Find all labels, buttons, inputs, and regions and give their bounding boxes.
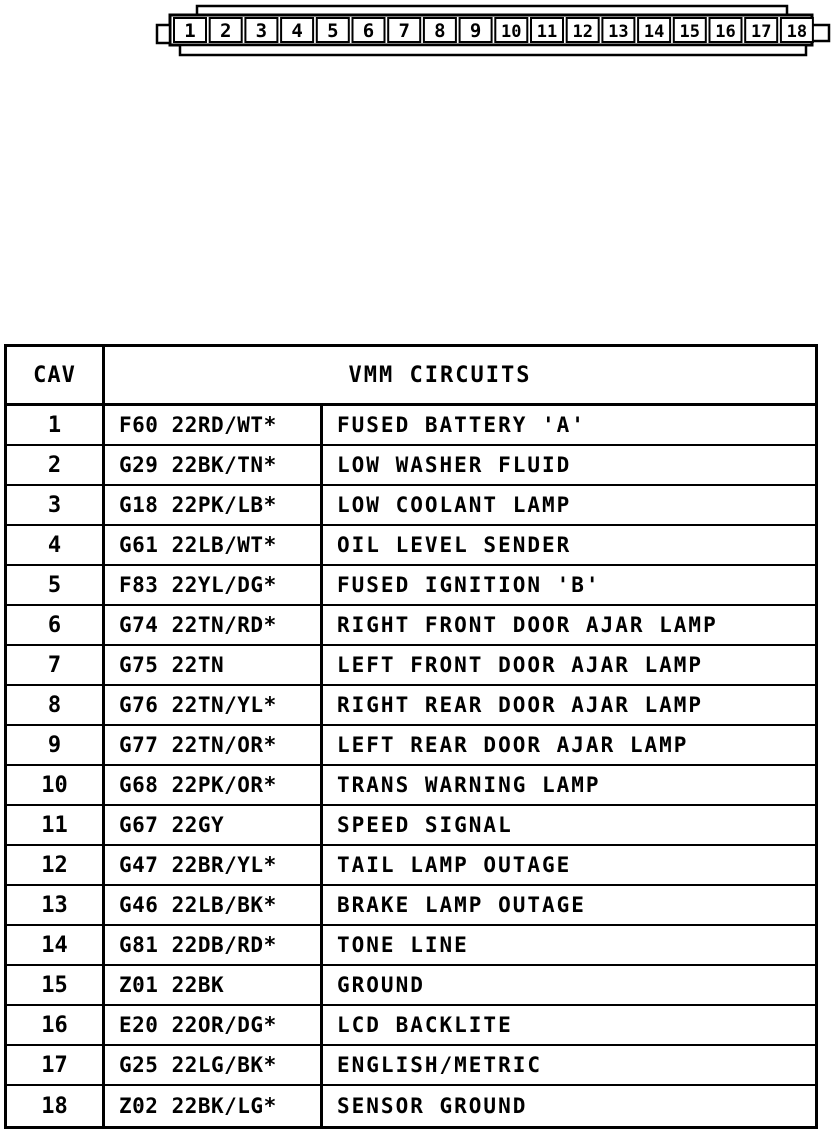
circuit-code: G18 22PK/LB*: [105, 486, 323, 524]
connector-pin-number: 16: [715, 22, 736, 42]
connector-right-latch: [812, 25, 829, 41]
circuit-code: Z01 22BK: [105, 966, 323, 1004]
cavity-number: 3: [7, 486, 105, 524]
connector-pin-number: 7: [398, 20, 410, 42]
cavity-number: 6: [7, 606, 105, 644]
table-row: [7, 566, 815, 606]
connector-pin-number: 1: [184, 20, 196, 42]
connector-pin-number: 8: [434, 20, 446, 42]
circuit-function: LEFT FRONT DOOR AJAR LAMP: [337, 653, 704, 677]
cavity-number: 17: [7, 1046, 105, 1084]
cavity-number: 4: [7, 526, 105, 564]
header-cav: CAV: [7, 347, 105, 403]
circuit-function: SPEED SIGNAL: [337, 813, 513, 837]
table-row: [7, 686, 815, 726]
circuit-code: G77 22TN/OR*: [105, 726, 323, 764]
connector-pin-number: 10: [501, 22, 522, 42]
circuit-code: G25 22LG/BK*: [105, 1046, 323, 1084]
circuit-function: GROUND: [337, 973, 425, 997]
cavity-number: 7: [7, 646, 105, 684]
cavity-number: 14: [7, 926, 105, 964]
table-row: [7, 886, 815, 926]
table-row: [7, 806, 815, 846]
table-row: [7, 1086, 815, 1126]
circuit-code: G74 22TN/RD*: [105, 606, 323, 644]
connector-pin-number: 13: [608, 22, 629, 42]
table-row: [7, 526, 815, 566]
table-row: [7, 446, 815, 486]
circuit-code: G76 22TN/YL*: [105, 686, 323, 724]
cavity-number: 18: [7, 1086, 105, 1126]
circuit-function: TAIL LAMP OUTAGE: [337, 853, 572, 877]
table-row: [7, 406, 815, 446]
connector-pin-number: 4: [291, 20, 303, 42]
circuit-code: G47 22BR/YL*: [105, 846, 323, 884]
circuit-code: F60 22RD/WT*: [105, 406, 323, 444]
table-row: [7, 606, 815, 646]
circuit-function: BRAKE LAMP OUTAGE: [337, 893, 586, 917]
circuit-code: G67 22GY: [105, 806, 323, 844]
cavity-number: 16: [7, 1006, 105, 1044]
connector-pin-number: 17: [750, 22, 772, 42]
table-row: [7, 766, 815, 806]
circuit-function: SENSOR GROUND: [337, 1094, 528, 1118]
circuit-code: F83 22YL/DG*: [105, 566, 323, 604]
connector-pin-number: 9: [469, 20, 482, 42]
pinout-table: [4, 344, 818, 1129]
table-row: [7, 726, 815, 766]
cavity-number: 1: [7, 406, 105, 444]
header-vmm-circuits: VMM CIRCUITS: [348, 362, 532, 388]
connector-left-latch: [157, 25, 170, 43]
cavity-number: 8: [7, 686, 105, 724]
connector-pin-number: 2: [219, 20, 232, 42]
circuit-function: FUSED IGNITION 'B': [337, 573, 601, 597]
cavity-number: 15: [7, 966, 105, 1004]
circuit-function: LCD BACKLITE: [337, 1013, 513, 1037]
cavity-number: 11: [7, 806, 105, 844]
connector-pin-number: 18: [786, 22, 808, 42]
circuit-code: G68 22PK/OR*: [105, 766, 323, 804]
circuit-function: RIGHT REAR DOOR AJAR LAMP: [337, 693, 704, 717]
table-row: [7, 846, 815, 886]
connector-pin-number: 3: [255, 20, 268, 42]
connector-pin-number: 15: [679, 22, 701, 42]
table-row: [7, 1046, 815, 1086]
table-header: [7, 347, 815, 406]
cavity-number: 13: [7, 886, 105, 924]
connector-bottom-rail: [180, 45, 806, 55]
circuit-code: G46 22LB/BK*: [105, 886, 323, 924]
table-row: [7, 646, 815, 686]
connector-pin-number: 6: [362, 20, 375, 42]
connector-pin-number: 5: [327, 20, 339, 42]
circuit-code: E20 22OR/DG*: [105, 1006, 323, 1044]
circuit-code: G75 22TN: [105, 646, 323, 684]
circuit-function: LOW WASHER FLUID: [337, 453, 572, 477]
cavity-number: 12: [7, 846, 105, 884]
circuit-function: TRANS WARNING LAMP: [337, 773, 601, 797]
cavity-number: 10: [7, 766, 105, 804]
connector-diagram: [0, 0, 832, 70]
connector-pin-number: 14: [643, 22, 665, 42]
circuit-function: LEFT REAR DOOR AJAR LAMP: [337, 733, 689, 757]
circuit-code: Z02 22BK/LG*: [105, 1086, 323, 1126]
connector-pin-number: 11: [536, 22, 558, 42]
circuit-function: LOW COOLANT LAMP: [337, 493, 572, 517]
circuit-function: TONE LINE: [337, 933, 469, 957]
cavity-number: 5: [7, 566, 105, 604]
circuit-code: G61 22LB/WT*: [105, 526, 323, 564]
circuit-code: G29 22BK/TN*: [105, 446, 323, 484]
table-body: [7, 406, 815, 1126]
circuit-function: OIL LEVEL SENDER: [337, 533, 572, 557]
table-row: [7, 966, 815, 1006]
circuit-function: RIGHT FRONT DOOR AJAR LAMP: [337, 613, 718, 637]
circuit-function: FUSED BATTERY 'A': [337, 413, 586, 437]
table-row: [7, 1006, 815, 1046]
table-row: [7, 926, 815, 966]
circuit-function: ENGLISH/METRIC: [337, 1053, 543, 1077]
cavity-number: 9: [7, 726, 105, 764]
table-row: [7, 486, 815, 526]
circuit-code: G81 22DB/RD*: [105, 926, 323, 964]
connector-pin-number: 12: [572, 22, 593, 42]
cavity-number: 2: [7, 446, 105, 484]
